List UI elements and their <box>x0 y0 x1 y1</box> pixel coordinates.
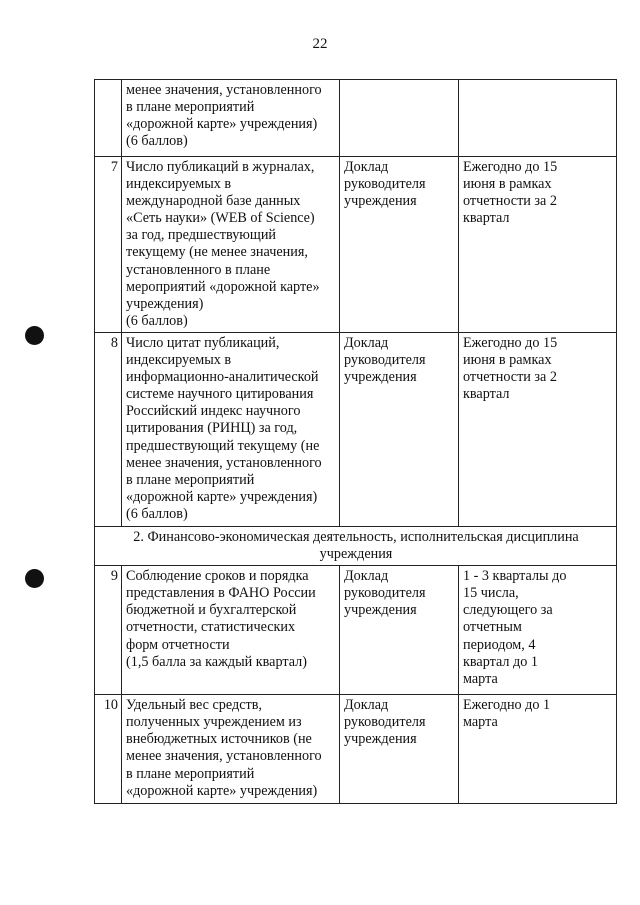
table-row <box>95 566 617 695</box>
text-line: «дорожной карте» учреждения) <box>126 116 318 133</box>
deadline-cell <box>459 157 617 333</box>
table-row-continued <box>95 80 617 157</box>
text-line: учреждения) <box>126 295 204 312</box>
text-line: менее значения, установленного <box>126 82 322 98</box>
table-row <box>95 332 617 526</box>
table-row <box>95 157 617 333</box>
text-line: отчетности за 2 <box>463 369 557 386</box>
text-line: «дорожной карте» учреждения) <box>126 488 318 505</box>
text-line: (6 баллов) <box>126 312 188 329</box>
text-line: мероприятий «дорожной карте» <box>126 278 320 295</box>
text-line: текущему (не менее значения, <box>126 244 308 261</box>
text-line: следующего за <box>463 602 553 619</box>
text-line: 15 числа, <box>463 585 519 602</box>
text-line: индексируемых в <box>126 352 232 369</box>
indicator-cell <box>122 332 340 526</box>
text-line: полученных учреждением из <box>126 714 302 731</box>
text-line: руководителя <box>344 352 426 369</box>
text-line: представления в ФАНО России <box>126 585 316 602</box>
text-line: в плане мероприятий <box>126 471 255 488</box>
text-line: менее значения, установленного <box>126 454 322 471</box>
text-line: установленного в плане <box>126 261 271 278</box>
text-line: Удельный вес средств, <box>126 697 262 714</box>
row-number-cell: 8 <box>95 332 122 526</box>
text-line: Число публикаций в журналах, <box>126 159 315 175</box>
text-line: июня в рамках <box>463 352 552 369</box>
text-line: учреждения <box>344 731 417 748</box>
punch-hole-top <box>25 326 44 345</box>
text-line: отчетности за 2 <box>463 193 557 210</box>
text-line: за год, предшествующий <box>126 227 277 244</box>
deadline-cell <box>459 332 617 526</box>
indicator-cell <box>122 80 340 157</box>
text-line: менее значения, установленного <box>126 748 322 765</box>
text-line: квартал <box>463 386 510 403</box>
text-line: индексируемых в <box>126 176 232 193</box>
row-number-cell <box>95 80 122 157</box>
deadline-cell <box>459 695 617 804</box>
text-line: периодом, 4 <box>463 636 536 653</box>
text-line: форм отчетности <box>126 636 230 653</box>
report-source-cell <box>340 80 459 157</box>
page-number: 22 <box>312 36 328 52</box>
indicator-cell <box>122 157 340 333</box>
text-line: международной базе данных <box>126 193 301 210</box>
criteria-table <box>94 79 617 804</box>
text-line: цитирования (РИНЦ) за год, <box>126 420 298 437</box>
text-line: в плане мероприятий <box>126 765 255 782</box>
text-line: «Сеть науки» (WEB of Science) <box>126 210 315 227</box>
punch-hole-bottom <box>25 569 44 588</box>
text-line: Доклад <box>344 334 389 351</box>
text-line: июня в рамках <box>463 176 552 193</box>
report-source-cell <box>340 332 459 526</box>
text-line: квартал <box>463 210 510 227</box>
text-line: руководителя <box>344 585 426 602</box>
text-line: в плане мероприятий <box>126 99 255 116</box>
text-line: руководителя <box>344 176 426 193</box>
deadline-cell <box>459 80 617 157</box>
text-line: квартал до 1 <box>463 653 538 670</box>
text-line: учреждения <box>319 546 393 563</box>
text-line: (1,5 балла за каждый квартал) <box>126 653 307 670</box>
report-source-cell <box>340 566 459 695</box>
table-row <box>95 695 617 804</box>
text-line: системе научного цитирования <box>126 386 314 403</box>
text-line: (6 баллов) <box>126 133 188 150</box>
text-line: учреждения <box>344 602 417 619</box>
text-line: предшествующий текущему (не <box>126 437 320 454</box>
text-line: Доклад <box>344 568 389 585</box>
text-line: Российский индекс научного <box>126 403 301 420</box>
indicator-cell <box>122 566 340 695</box>
text-line: (6 баллов) <box>126 505 188 522</box>
text-line: Доклад <box>344 159 389 175</box>
text-line: Ежегодно до 1 <box>463 697 551 714</box>
text-line: Ежегодно до 15 <box>463 334 558 351</box>
row-number-cell: 7 <box>95 157 122 333</box>
indicator-cell <box>122 695 340 804</box>
text-line: Ежегодно до 15 <box>463 159 558 175</box>
text-line: учреждения <box>344 369 417 386</box>
report-source-cell <box>340 157 459 333</box>
text-line: Доклад <box>344 697 389 714</box>
text-line: марта <box>463 670 498 687</box>
text-line: отчетным <box>463 619 522 636</box>
text-line: марта <box>463 714 498 731</box>
text-line: 2. Финансово-экономическая деятельность, исполнительская дисциплина <box>133 528 579 545</box>
section-header-row <box>95 526 617 565</box>
text-line: учреждения <box>344 193 417 210</box>
row-number-cell: 9 <box>95 566 122 695</box>
row-number-cell: 10 <box>95 695 122 804</box>
text-line: «дорожной карте» учреждения) <box>126 782 318 799</box>
text-line: информационно-аналитической <box>126 369 319 386</box>
section-heading <box>95 526 617 565</box>
text-line: Соблюдение сроков и порядка <box>126 568 309 585</box>
text-line: 1 - 3 кварталы до <box>463 568 567 585</box>
text-line: бюджетной и бухгалтерской <box>126 602 297 619</box>
text-line: Число цитат публикаций, <box>126 334 280 351</box>
text-line: внебюджетных источников (не <box>126 731 312 748</box>
deadline-cell <box>459 566 617 695</box>
text-line: отчетности, статистических <box>126 619 296 636</box>
text-line: руководителя <box>344 714 426 731</box>
report-source-cell <box>340 695 459 804</box>
